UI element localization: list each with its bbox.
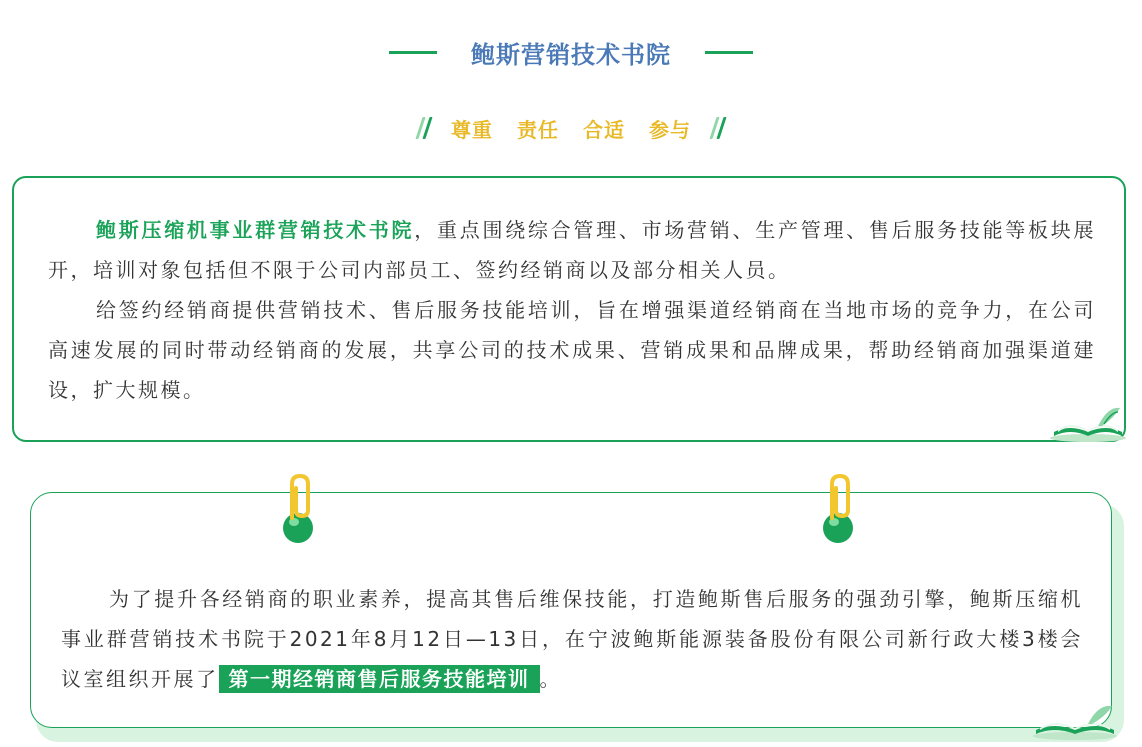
values-row — [0, 110, 1142, 146]
value-participate: 参与 — [649, 117, 691, 142]
slash-decor-icon — [419, 117, 429, 139]
intro-card — [12, 176, 1126, 442]
training-paragraph-text: 为了提升各经销商的职业素养，提高其售后维保技能，打造鲍斯售后服务的强劲引擎，鲍斯压缩机事业群营销技术书院于2021年8月12日—13日，在宁波鲍斯能源装备股份有限公司新行政大楼3楼会议室组织开展了 — [61, 587, 1083, 691]
value-respect: 尊重 — [451, 117, 493, 142]
ring-clip-icon — [820, 470, 856, 550]
training-paragraph — [61, 579, 1083, 699]
page-title: 鲍斯营销技术书院 — [471, 40, 671, 69]
title-right-line — [705, 51, 753, 54]
intro-paragraph-1-text: ，重点围绕综合管理、市场营销、生产管理、售后服务技能等板块展开，培训对象包括但不限于公司内部员工、签约经销商以及部分相关人员。 — [48, 218, 1097, 282]
value-suitable: 合适 — [583, 117, 625, 142]
open-book-icon — [1030, 700, 1120, 740]
training-content — [61, 579, 1083, 699]
title-left-line — [389, 51, 437, 54]
intro-paragraph-2: 给签约经销商提供营销技术、售后服务技能培训，旨在增强渠道经销商在当地市场的竞争力，在公司高速发展的同时带动经销商的发展，共享公司的技术成果、营销成果和品牌成果，帮助经销商加强渠道建设，扩大规模。 — [48, 298, 1096, 402]
training-card — [30, 492, 1112, 728]
slash-decor-icon — [713, 117, 723, 139]
header-title-row — [0, 30, 1142, 74]
academy-name-highlight: 鲍斯压缩机事业群营销技术书院 — [96, 218, 415, 242]
intro-paragraph-1 — [48, 210, 1096, 290]
training-title-highlight: 第一期经销商售后服务技能培训 — [219, 665, 540, 693]
ring-clip-icon — [280, 470, 316, 550]
value-responsibility: 责任 — [517, 117, 559, 142]
intro-content — [48, 210, 1096, 410]
training-paragraph-end: 。 — [539, 667, 562, 691]
open-book-icon — [1048, 402, 1128, 442]
